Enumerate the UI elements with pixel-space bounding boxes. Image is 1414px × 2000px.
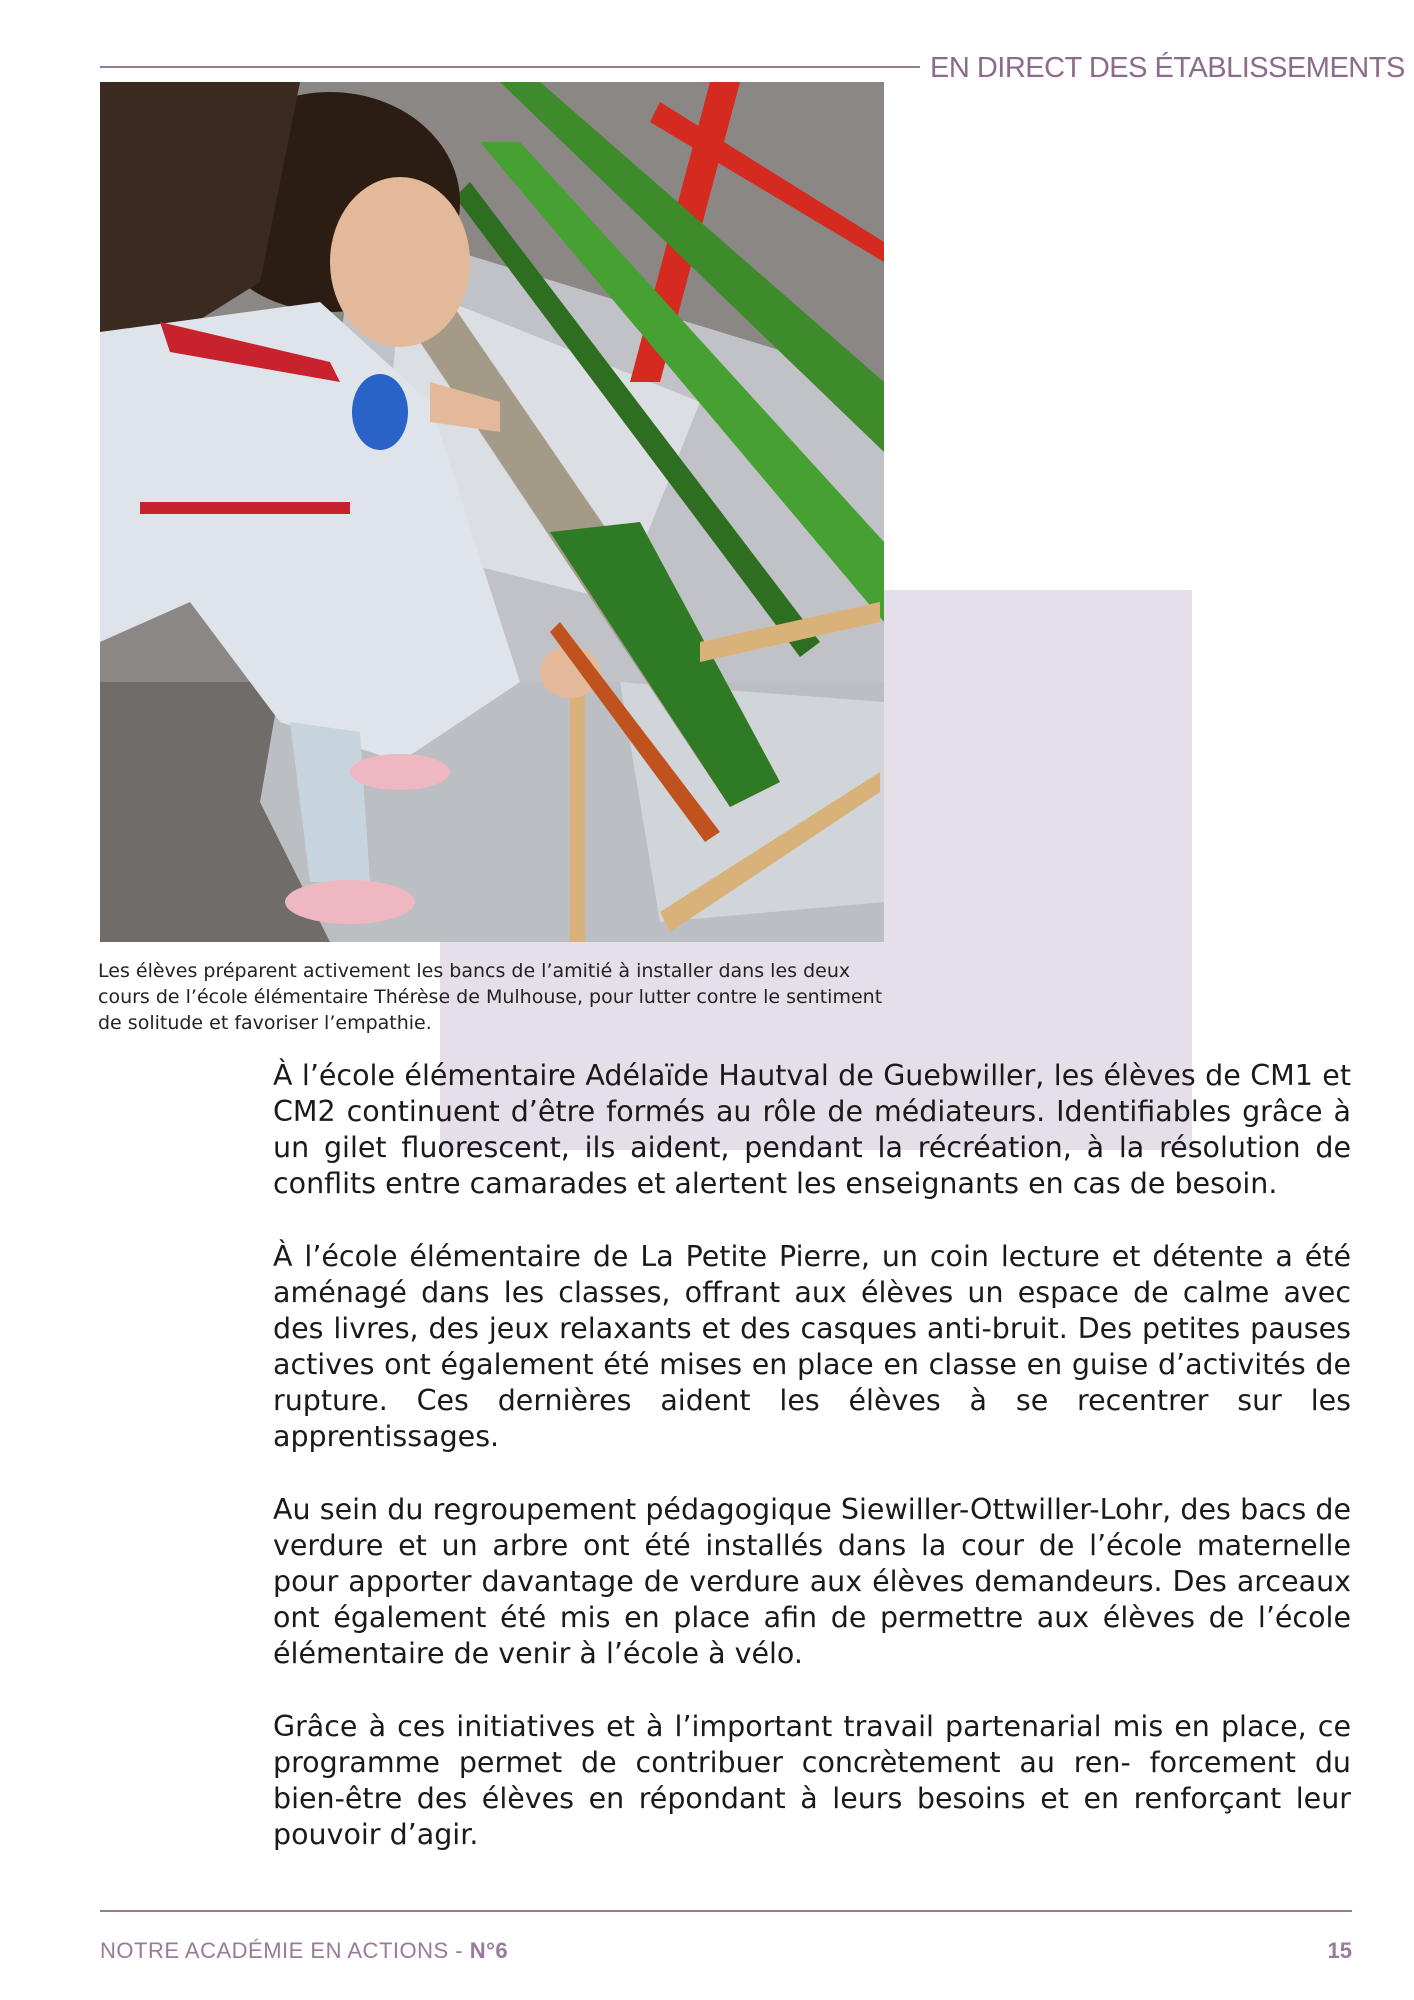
footer-publication-name: NOTRE ACADÉMIE EN ACTIONS -: [100, 1938, 470, 1963]
article-paragraph-guebwiller: À l’école élémentaire Adélaïde Hautval de Guebwiller, les élèves de CM1 et CM2 continuent d’être formés au rôle de médiateurs. Identifiables grâce à un gilet fluorescent, ils aident, pendant la récréation, à la résolution de conflits entre camarades et alertent les enseignants en cas de besoin.: [273, 1059, 1351, 1200]
header-rule: [100, 66, 920, 68]
footer-issue-number: N°6: [469, 1938, 509, 1963]
photo-caption: Les élèves préparent activement les bancs de l’amitié à installer dans les deux cours de l’école élémentaire Thérèse de Mulhouse, pour lutter contre le sentiment de solitude et favoriser l’empathie.: [98, 960, 883, 1034]
section-title: EN DIRECT DES ÉTABLISSEMENTS: [930, 52, 1405, 84]
footer-publication: [100, 1938, 508, 1964]
article-body: [273, 1058, 1351, 1890]
article-paragraph-petite-pierre: À l’école élémentaire de La Petite Pierre, un coin lecture et détente a été aménagé dans les classes, offrant aux élèves un espace de calme avec des livres, des jeux relaxants et des casques anti-bruit. Des petites pauses actives ont également été mises en place en classe en guise d’activités de rupture. Ces dernières aident les élèves à se recentrer sur les apprentissages.: [273, 1240, 1351, 1453]
footer-rule: [100, 1910, 1352, 1912]
article-paragraph-siewiller: Au sein du regroupement pédagogique Siewiller-Ottwiller-Lohr, des bacs de verdure et un arbre ont été installés dans la cour de l’école maternelle pour apporter davantage de verdure aux élèves demandeurs. Des arceaux ont également été mis en place afin de permettre aux élèves de l’école élémentaire de venir à l’école à vélo.: [273, 1493, 1351, 1670]
article-paragraph-conclusion: Grâce à ces initiatives et à l’important travail partenarial mis en place, ce programme permet de contribuer concrètement au ren- forcement du bien-être des élèves en répondant à leurs besoins et en renforçant leur pouvoir d’agir.: [273, 1710, 1351, 1851]
page-number: 15: [1327, 1938, 1352, 1963]
photo-child-painting-bench: [100, 82, 884, 942]
